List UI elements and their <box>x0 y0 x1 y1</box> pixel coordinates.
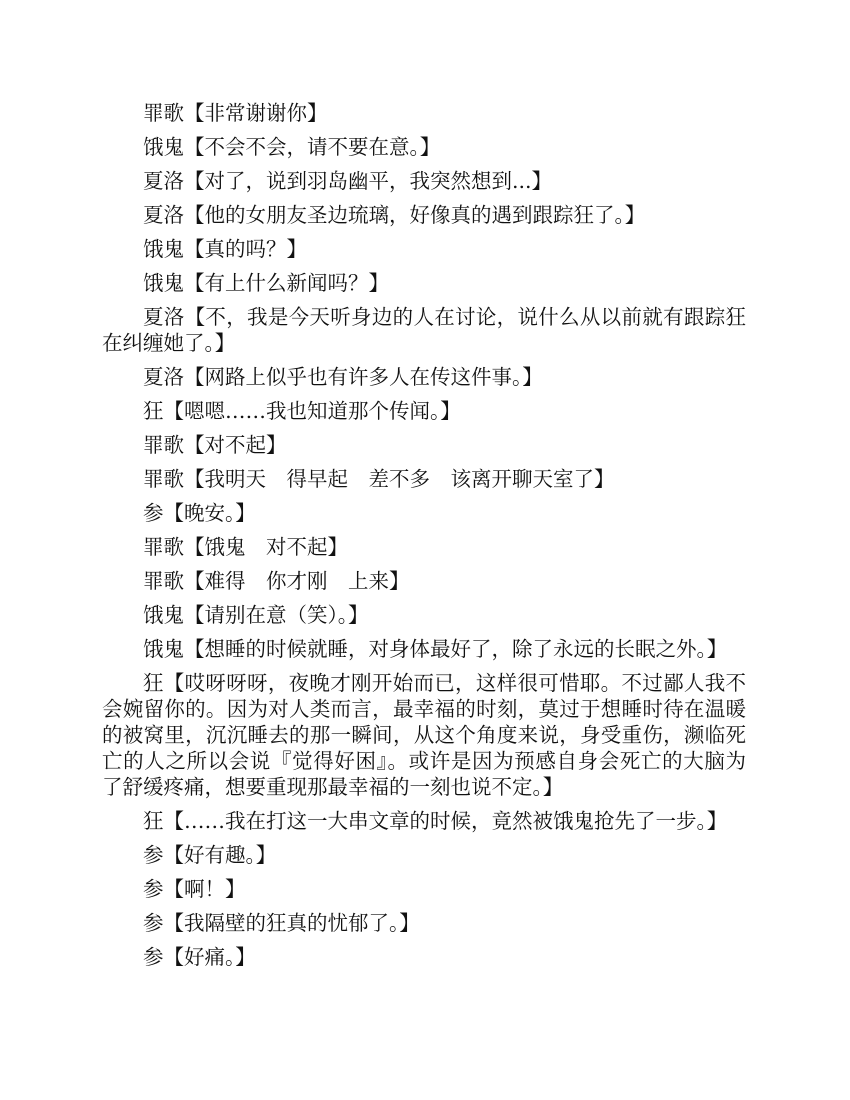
dialogue-line: 参【啊！】 <box>143 877 246 901</box>
dialogue-line: 夏洛【网路上似乎也有许多人在传这件事。】 <box>143 365 543 389</box>
dialogue-line: 饿鬼【不会不会，请不要在意。】 <box>143 135 441 159</box>
dialogue-line: 参【好痛。】 <box>143 945 256 969</box>
dialogue-line: 夏洛【不，我是今天听身边的人在讨论，说什么从以前就有跟踪狂在纠缠她了。】 <box>102 305 746 355</box>
dialogue-line: 参【好有趣。】 <box>143 843 277 867</box>
dialogue-line: 参【我隔壁的狂真的忧郁了。】 <box>143 911 420 935</box>
dialogue-line: 饿鬼【有上什么新闻吗？】 <box>143 271 389 295</box>
dialogue-line: 夏洛【对了，说到羽岛幽平，我突然想到...】 <box>143 169 553 193</box>
dialogue-line: 饿鬼【真的吗？】 <box>143 237 307 261</box>
dialogue-line: 罪歌【非常谢谢你】 <box>143 101 328 125</box>
dialogue-line: 饿鬼【请别在意（笑）。】 <box>143 603 369 627</box>
dialogue-line: 夏洛【他的女朋友圣边琉璃，好像真的遇到跟踪狂了。】 <box>143 203 646 227</box>
dialogue-line: 狂【哎呀呀呀，夜晚才刚开始而已，这样很可惜耶。不过鄙人我不会婉留你的。因为对人类而言，最幸福的时刻，莫过于想睡时待在温暖的被窝里，沉沉睡去的那一瞬间，从这个角度来说，身受重伤，濒临死亡的人之所以会说『觉得好困』。或许是因为预感自身会死亡的大脑为了舒缓疼痛，想要重现那最幸福的一刻也说不定。】 <box>102 671 746 799</box>
dialogue-line: 饿鬼【想睡的时候就睡，对身体最好了，除了永远的长眠之外。】 <box>143 637 728 661</box>
dialogue-line: 狂【……我在打这一大串文章的时候，竟然被饿鬼抢先了一步。】 <box>143 809 728 833</box>
dialogue-line: 罪歌【难得 你才刚 上来】 <box>143 569 410 593</box>
dialogue-line: 罪歌【饿鬼 对不起】 <box>143 535 348 559</box>
dialogue-line: 罪歌【对不起】 <box>143 433 287 457</box>
document-page <box>102 100 746 978</box>
dialogue-line: 罪歌【我明天 得早起 差不多 该离开聊天室了】 <box>143 467 615 491</box>
dialogue-line: 狂【嗯嗯……我也知道那个传闻。】 <box>143 399 461 423</box>
dialogue-line: 参【晚安。】 <box>143 501 256 525</box>
